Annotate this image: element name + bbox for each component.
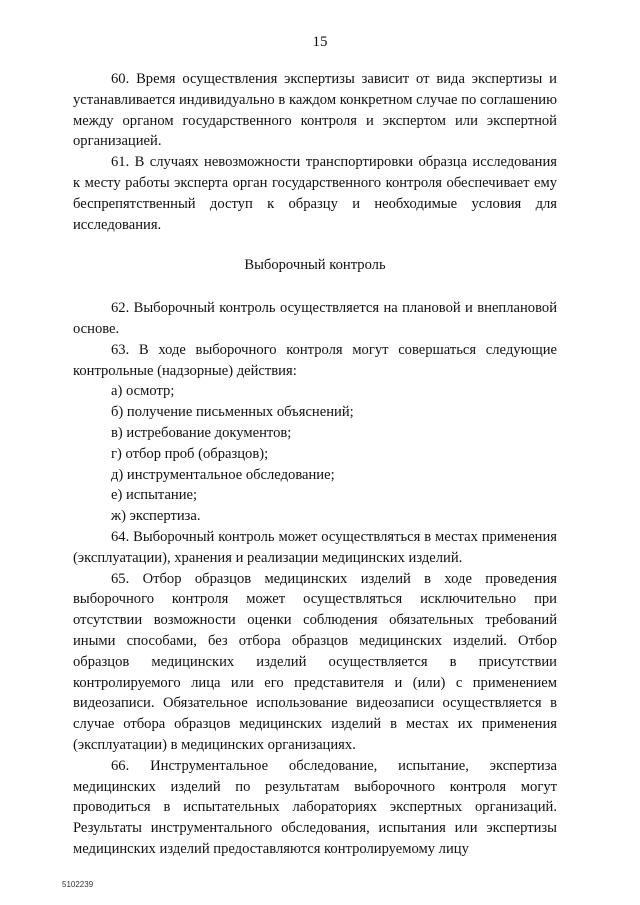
paragraph-66: 66. Инструментальное обследование, испытание, экспертиза медицинских изделий по результатам выборочного контроля могут проводиться в испытательных лабораториях экспертных организаций. Результаты инструментального обследования, испытания или экспертизы медицинских изделий предоставляются контролируемому лицу xyxy=(73,757,557,857)
paragraph-60: 60. Время осуществления экспертизы зависит от вида экспертизы и устанавливается индивидуально в каждом конкретном случае по соглашению между органом государственного контроля и экспертом или экспертной организацией. xyxy=(73,71,557,150)
list-item: ж) экспертиза. xyxy=(111,508,201,525)
list-item: г) отбор проб (образцов); xyxy=(111,445,269,462)
list-item: в) истребование документов; xyxy=(111,424,292,441)
section-heading: Выборочный контроль xyxy=(244,257,386,274)
paragraph-63: 63. В ходе выборочного контроля могут совершаться следующие контрольные (надзорные) действия: xyxy=(73,341,557,379)
document-body xyxy=(73,69,557,860)
paragraph-64: 64. Выборочный контроль может осуществляться в местах применения (эксплуатации), хранения и реализации медицинских изделий. xyxy=(73,528,557,566)
list-item: б) получение письменных объяснений; xyxy=(111,404,354,421)
footer-document-code: 5102239 xyxy=(62,880,94,889)
paragraph-65: 65. Отбор образцов медицинских изделий в ходе проведения выборочного контроля может осуществляться исключительно при отсутствии возможности оценки соблюдения обязательных требований иными способами, без отбора образцов медицинских изделий. Отбор образцов медицинских изделий осуществляется в присутствии контролируемого лица или его представителя и (или) с применением видеозаписи. Обязательное использование видеозаписи осуществляется в случае отбора образцов медицинских изделий в местах их применения (эксплуатации) в медицинских организациях. xyxy=(73,570,557,753)
list-item: д) инструментальное обследование; xyxy=(111,466,335,483)
list-item: а) осмотр; xyxy=(111,383,175,400)
paragraph-62: 62. Выборочный контроль осуществляется на плановой и внеплановой основе. xyxy=(73,300,557,337)
page-number: 15 xyxy=(312,34,328,50)
paragraph-61: 61. В случаях невозможности транспортировки образца исследования к месту работы эксперта орган государственного контроля обеспечивает ему беспрепятственный доступ к образцу и необходимые условия для исследования. xyxy=(73,154,557,233)
list-item: е) испытание; xyxy=(111,487,198,504)
